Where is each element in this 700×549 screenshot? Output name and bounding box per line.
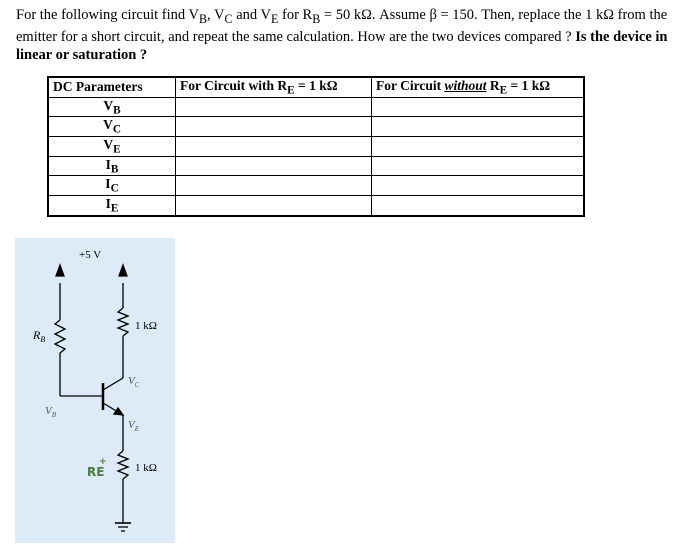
rc-resistor-icon (118, 308, 128, 336)
param-sub: E (110, 202, 119, 215)
param-main: I (105, 196, 111, 212)
header-with-re-text: For Circuit with R (180, 78, 288, 93)
param-sub: B (113, 104, 121, 117)
header-with-re-sub: E (287, 84, 295, 97)
rb-resistor-icon (55, 320, 65, 353)
header-without-re-em: without (444, 78, 487, 93)
transistor-collector-leg (103, 378, 123, 390)
value-cell-without[interactable] (372, 156, 585, 176)
supply-label: +5 V (79, 249, 102, 261)
q-sub-vb: B (198, 11, 208, 26)
value-cell-with[interactable] (176, 97, 372, 117)
rb-label: $R_B$ (33, 328, 46, 344)
table-row (48, 137, 584, 157)
re-resistor-icon (118, 451, 128, 479)
rb-supply-arrow-icon (56, 265, 64, 276)
dc-parameters-table (47, 76, 585, 217)
param-main: I (105, 156, 111, 172)
circuit-schematic (15, 238, 175, 543)
param-cell (48, 137, 176, 157)
value-cell-without[interactable] (372, 117, 585, 137)
table-row (48, 156, 584, 176)
header-without-re-sub: E (499, 84, 508, 97)
re-handwritten-label: RE (87, 465, 105, 479)
q-text-1: For the following circuit find V (16, 7, 199, 23)
q-sub-ve: E (270, 11, 279, 26)
table-row (48, 97, 584, 117)
value-cell-without[interactable] (372, 137, 585, 157)
param-main: V (103, 117, 113, 133)
header-without-re-pre: For Circuit (376, 78, 445, 93)
q-bold-question: Is the device in linear or saturation ? (16, 28, 668, 63)
value-cell-without[interactable] (372, 97, 585, 117)
param-cell (48, 176, 176, 196)
q-sub-rb: B (312, 11, 321, 26)
header-without-re-tail: = 1 kΩ (507, 78, 551, 93)
param-cell (48, 196, 176, 216)
vc-label: $V_C$ (128, 375, 140, 389)
value-cell-with[interactable] (176, 176, 372, 196)
param-cell (48, 156, 176, 176)
q-text-3: and V (232, 7, 271, 23)
param-sub: B (110, 163, 119, 176)
table-row (48, 176, 584, 196)
q-text-5: = 50 kΩ. Assume β = 150. Then, replace the 1 kΩ from the emitter for a short circuit, and repeat the same calculation. How are the two devices compared ? (16, 7, 668, 45)
param-cell (48, 117, 176, 137)
circuit-diagram (15, 238, 175, 543)
header-without-re-mid: R (486, 78, 500, 93)
value-cell-without[interactable] (372, 176, 585, 196)
param-sub: C (112, 124, 121, 137)
rc-value-label: 1 kΩ (135, 320, 157, 332)
header-with-re-tail: = 1 kΩ (294, 78, 338, 93)
q-text-2: , V (207, 7, 225, 23)
value-cell-with[interactable] (176, 117, 372, 137)
ve-label: $V_E$ (128, 419, 140, 433)
re-handwritten-dot: + (99, 457, 107, 467)
header-without-re (372, 77, 585, 97)
table-row (48, 196, 584, 216)
rc-supply-arrow-icon (119, 265, 127, 276)
re-value-label: 1 kΩ (135, 462, 157, 474)
table-row (48, 117, 584, 137)
param-main: I (105, 176, 111, 192)
q-text-4: for R (278, 7, 313, 23)
value-cell-with[interactable] (176, 196, 372, 216)
question-text (16, 6, 684, 64)
param-sub: C (110, 183, 119, 196)
value-cell-with[interactable] (176, 156, 372, 176)
value-cell-with[interactable] (176, 137, 372, 157)
value-cell-without[interactable] (372, 196, 585, 216)
param-sub: E (113, 143, 121, 156)
header-dc-parameters: DC Parameters (48, 77, 176, 97)
emitter-arrow-icon (114, 408, 123, 415)
q-sub-vc: C (224, 11, 233, 26)
param-main: V (103, 97, 114, 113)
header-with-re (176, 77, 372, 97)
param-main: V (103, 137, 114, 153)
vb-label: $V_B$ (45, 405, 57, 419)
table-header-row (48, 77, 584, 97)
param-cell (48, 97, 176, 117)
